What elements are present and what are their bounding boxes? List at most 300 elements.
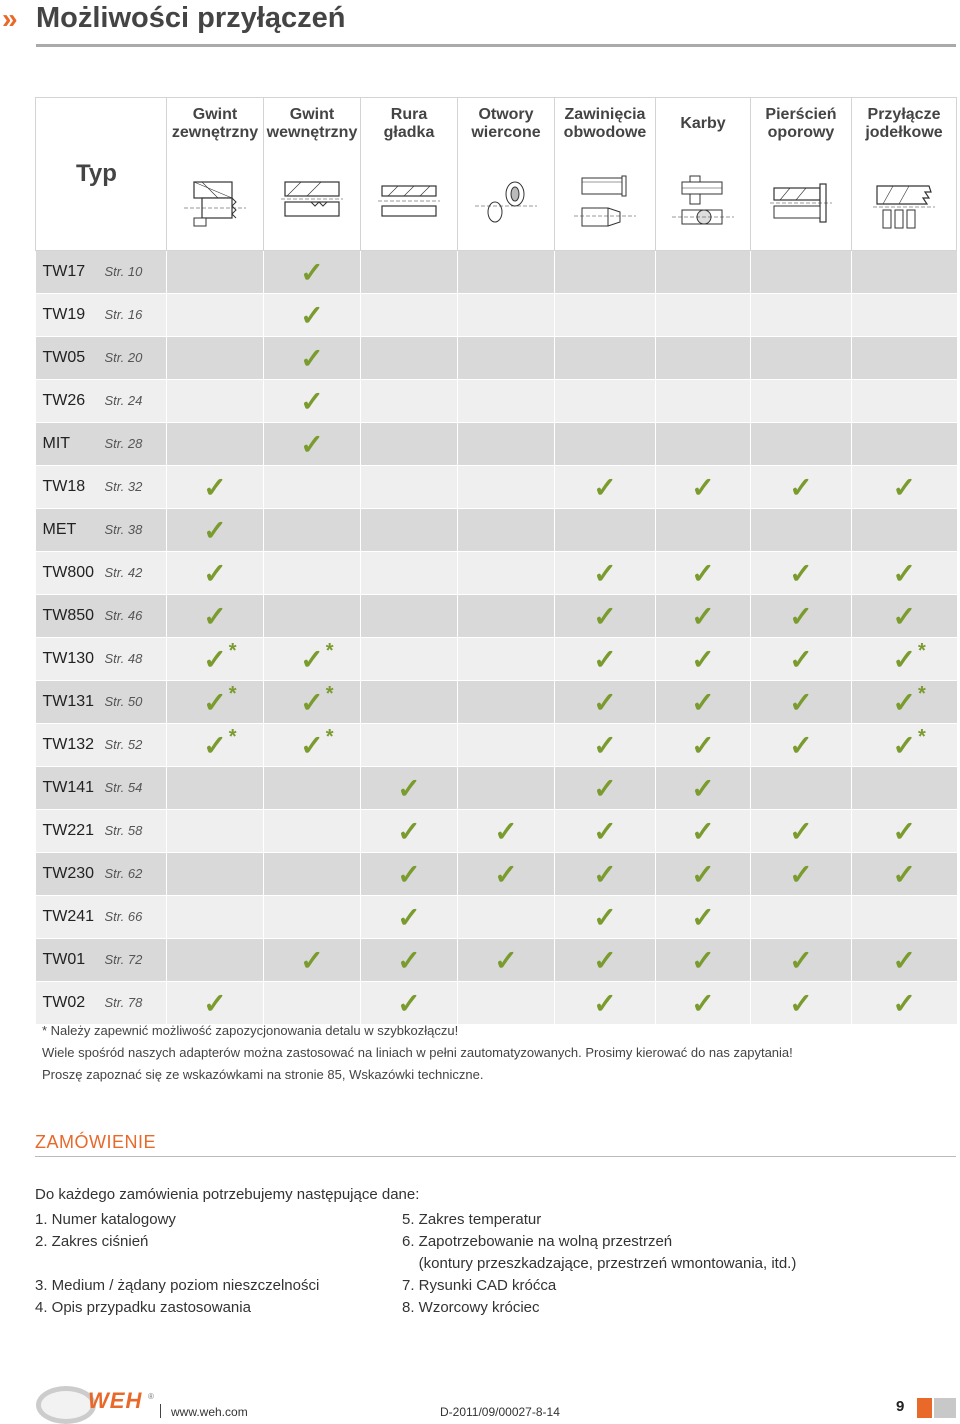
type-cell <box>36 595 167 638</box>
type-code: MET <box>42 521 77 538</box>
column-header-2 <box>264 98 361 251</box>
compat-cell <box>264 466 361 509</box>
compat-cell <box>852 466 957 509</box>
compat-cell <box>555 294 656 337</box>
order-item: (kontury przeszkadzające, przestrzeń wmontowania, itd.) <box>402 1255 797 1272</box>
check-icon: ✓ <box>789 987 813 1019</box>
note-asterisk: * Należy zapewnić możliwość zapozycjonowania detalu w szybkozłączu! <box>42 1023 459 1038</box>
type-code: TW800 <box>42 564 95 581</box>
compat-cell <box>852 982 957 1025</box>
compat-cell <box>264 939 361 982</box>
page-ref: Str. 50 <box>104 694 143 709</box>
compat-cell <box>555 724 656 767</box>
compat-cell <box>852 638 957 681</box>
header-divider <box>36 44 956 47</box>
typ-header <box>36 98 167 251</box>
footer-accent-grey <box>934 1398 956 1418</box>
page-ref: Str. 32 <box>104 479 143 494</box>
compat-cell <box>852 939 957 982</box>
type-cell <box>36 466 167 509</box>
check-icon: ✓ <box>691 901 715 933</box>
flared-end-icon <box>555 172 655 242</box>
compat-cell <box>555 767 656 810</box>
check-icon: ✓ <box>789 686 813 718</box>
table-row <box>36 896 957 939</box>
check-icon: ✓ <box>397 772 421 804</box>
order-item: 7. Rysunki CAD króćca <box>402 1277 557 1294</box>
compat-cell <box>167 337 264 380</box>
compat-cell <box>751 982 852 1025</box>
compat-cell <box>458 509 555 552</box>
collar-ring-icon <box>751 172 851 242</box>
compat-cell <box>264 380 361 423</box>
check-icon: ✓ <box>892 557 916 589</box>
page-ref: Str. 24 <box>104 393 143 408</box>
compat-cell <box>656 853 751 896</box>
compat-cell <box>555 853 656 896</box>
page-ref: Str. 10 <box>104 264 143 279</box>
asterisk-mark: * <box>325 640 334 662</box>
type-cell <box>36 337 167 380</box>
column-header-6 <box>656 98 751 251</box>
page-ref: Str. 46 <box>104 608 143 623</box>
compat-cell <box>751 337 852 380</box>
column-header-8 <box>852 98 957 251</box>
compat-cell <box>264 638 361 681</box>
check-icon: ✓ <box>593 858 617 890</box>
compat-cell <box>555 380 656 423</box>
compat-cell <box>458 595 555 638</box>
typ-label: Typ <box>76 160 117 187</box>
compat-cell <box>852 294 957 337</box>
type-cell <box>36 638 167 681</box>
compat-cell <box>361 251 458 294</box>
check-icon: ✓ <box>892 729 916 761</box>
compat-cell <box>458 853 555 896</box>
compat-cell <box>458 896 555 939</box>
compat-cell <box>656 810 751 853</box>
check-icon: ✓ <box>789 858 813 890</box>
compat-cell <box>656 337 751 380</box>
compat-cell <box>361 380 458 423</box>
page-ref: Str. 78 <box>104 995 143 1010</box>
compat-cell <box>751 552 852 595</box>
check-icon: ✓ <box>789 815 813 847</box>
compat-cell <box>656 466 751 509</box>
asterisk-mark: * <box>228 726 237 748</box>
header-arrows: » <box>2 3 12 34</box>
order-item: 8. Wzorcowy króciec <box>402 1299 540 1316</box>
compat-cell <box>852 810 957 853</box>
check-icon: ✓ <box>203 600 227 632</box>
compat-cell <box>361 810 458 853</box>
compat-cell <box>656 681 751 724</box>
type-code: TW19 <box>42 306 86 323</box>
compat-cell <box>751 767 852 810</box>
column-title-line1: Otwory <box>478 106 534 123</box>
compat-cell <box>458 681 555 724</box>
registered-mark: ® <box>148 1392 154 1401</box>
check-icon: ✓ <box>789 643 813 675</box>
compat-cell <box>361 724 458 767</box>
compat-cell <box>167 251 264 294</box>
type-code: TW131 <box>42 693 95 710</box>
compat-cell <box>458 466 555 509</box>
column-title-line2: gładka <box>383 124 435 141</box>
compat-cell <box>656 380 751 423</box>
table-row <box>36 466 957 509</box>
type-cell <box>36 294 167 337</box>
check-icon: ✓ <box>397 815 421 847</box>
compat-cell <box>555 982 656 1025</box>
compat-cell <box>852 337 957 380</box>
compat-cell <box>751 595 852 638</box>
column-title-line2: obwodowe <box>563 124 647 141</box>
table-row <box>36 380 957 423</box>
compat-cell <box>751 681 852 724</box>
compat-cell <box>458 423 555 466</box>
check-icon: ✓ <box>593 772 617 804</box>
compat-cell <box>361 767 458 810</box>
check-icon: ✓ <box>203 471 227 503</box>
page-ref: Str. 20 <box>104 350 143 365</box>
column-title <box>361 98 457 150</box>
check-icon: ✓ <box>300 342 324 374</box>
footer-url[interactable]: www.weh.com <box>171 1405 248 1419</box>
table-row <box>36 939 957 982</box>
compat-cell <box>555 681 656 724</box>
footer-accent-orange <box>917 1398 932 1418</box>
table-row <box>36 423 957 466</box>
compat-cell <box>458 939 555 982</box>
check-icon: ✓ <box>300 299 324 331</box>
order-item: 3. Medium / żądany poziom nieszczelności <box>35 1277 320 1294</box>
compat-cell <box>361 939 458 982</box>
column-title <box>656 98 750 159</box>
type-code: TW132 <box>42 736 95 753</box>
compat-cell <box>555 595 656 638</box>
type-code: TW18 <box>42 478 86 495</box>
compat-cell <box>656 423 751 466</box>
check-icon: ✓ <box>691 643 715 675</box>
check-icon: ✓ <box>397 987 421 1019</box>
order-item: 6. Zapotrzebowanie na wolną przestrzeń <box>402 1233 673 1250</box>
check-icon: ✓ <box>300 729 324 761</box>
compat-cell <box>656 939 751 982</box>
check-icon: ✓ <box>203 987 227 1019</box>
drilled-hole-icon <box>458 172 554 242</box>
footer-doc-code: D-2011/09/00027-8-14 <box>440 1405 560 1419</box>
table-row <box>36 294 957 337</box>
compat-cell <box>458 982 555 1025</box>
compat-cell <box>167 294 264 337</box>
check-icon: ✓ <box>892 944 916 976</box>
check-icon: ✓ <box>789 471 813 503</box>
check-icon: ✓ <box>892 987 916 1019</box>
page-ref: Str. 48 <box>104 651 143 666</box>
compat-cell <box>751 896 852 939</box>
compat-cell <box>361 982 458 1025</box>
compat-cell <box>264 423 361 466</box>
compat-cell <box>167 509 264 552</box>
compat-cell <box>555 251 656 294</box>
check-icon: ✓ <box>494 944 518 976</box>
compat-cell <box>555 509 656 552</box>
compat-cell <box>852 767 957 810</box>
type-cell <box>36 810 167 853</box>
compat-cell <box>167 466 264 509</box>
page-ref: Str. 62 <box>104 866 143 881</box>
table-row <box>36 509 957 552</box>
order-list-right <box>402 1209 796 1319</box>
compat-cell <box>555 810 656 853</box>
table-row <box>36 337 957 380</box>
column-title-line1: Karby <box>680 115 726 132</box>
page-ref: Str. 16 <box>104 307 143 322</box>
page-header <box>0 0 960 48</box>
column-header-5 <box>555 98 656 251</box>
column-title-line2: zewnętrzny <box>171 124 259 141</box>
check-icon: ✓ <box>691 471 715 503</box>
page-ref: Str. 58 <box>104 823 143 838</box>
table-row <box>36 853 957 896</box>
column-title-line2: wiercone <box>471 124 541 141</box>
compat-cell <box>361 294 458 337</box>
compat-cell <box>852 724 957 767</box>
compat-cell <box>361 853 458 896</box>
compat-cell <box>656 595 751 638</box>
note-reference: Proszę zapoznać się ze wskazówkami na stronie 85, Wskazówki techniczne. <box>42 1067 484 1082</box>
column-title <box>555 98 655 150</box>
compat-cell <box>852 853 957 896</box>
order-item <box>35 1253 319 1275</box>
check-icon: ✓ <box>789 729 813 761</box>
column-title-line1: Zawinięcia <box>564 106 646 123</box>
page-ref: Str. 28 <box>104 436 143 451</box>
compat-cell <box>264 251 361 294</box>
check-icon: ✓ <box>593 557 617 589</box>
compat-cell <box>555 939 656 982</box>
logo-mark <box>36 1386 96 1424</box>
compat-cell <box>361 423 458 466</box>
compat-cell <box>167 681 264 724</box>
compat-cell <box>555 638 656 681</box>
connection-table <box>35 97 957 1024</box>
page-ref: Str. 54 <box>104 780 143 795</box>
compat-cell <box>656 294 751 337</box>
compat-cell <box>656 982 751 1025</box>
check-icon: ✓ <box>691 600 715 632</box>
asterisk-mark: * <box>917 640 926 662</box>
footer-separator <box>160 1404 161 1418</box>
type-cell <box>36 681 167 724</box>
compat-cell <box>167 982 264 1025</box>
check-icon: ✓ <box>593 815 617 847</box>
compat-cell <box>751 939 852 982</box>
check-icon: ✓ <box>593 471 617 503</box>
compat-cell <box>167 853 264 896</box>
type-code: TW02 <box>42 994 86 1011</box>
column-title-line1: Gwint <box>192 106 238 123</box>
check-icon: ✓ <box>691 729 715 761</box>
check-icon: ✓ <box>691 858 715 890</box>
compat-cell <box>656 509 751 552</box>
asterisk-mark: * <box>325 726 334 748</box>
check-icon: ✓ <box>892 600 916 632</box>
check-icon: ✓ <box>593 987 617 1019</box>
compat-cell <box>264 810 361 853</box>
table-row <box>36 681 957 724</box>
type-cell <box>36 939 167 982</box>
compat-cell <box>264 294 361 337</box>
compat-cell <box>751 853 852 896</box>
compat-cell <box>458 638 555 681</box>
order-divider <box>35 1156 956 1157</box>
check-icon: ✓ <box>691 987 715 1019</box>
type-cell <box>36 251 167 294</box>
type-cell <box>36 853 167 896</box>
check-icon: ✓ <box>691 772 715 804</box>
check-icon: ✓ <box>397 901 421 933</box>
page-ref: Str. 42 <box>104 565 143 580</box>
type-cell <box>36 509 167 552</box>
column-title-line2: wewnętrzny <box>266 124 358 141</box>
check-icon: ✓ <box>494 815 518 847</box>
check-icon: ✓ <box>593 729 617 761</box>
compat-cell <box>751 509 852 552</box>
compat-cell <box>264 337 361 380</box>
compat-cell <box>167 810 264 853</box>
table-row <box>36 810 957 853</box>
column-header-4 <box>458 98 555 251</box>
check-icon: ✓ <box>789 600 813 632</box>
compat-cell <box>751 294 852 337</box>
compat-cell <box>852 595 957 638</box>
check-icon: ✓ <box>691 686 715 718</box>
column-title <box>458 98 554 150</box>
check-icon: ✓ <box>203 514 227 546</box>
compat-cell <box>361 337 458 380</box>
asterisk-mark: * <box>228 640 237 662</box>
note-automation: Wiele spośród naszych adapterów można zastosować na liniach w pełni zautomatyzowanych. Prosimy kierować do nas zapytania! <box>42 1045 793 1060</box>
compat-cell <box>555 896 656 939</box>
column-title <box>852 98 956 150</box>
compat-cell <box>852 896 957 939</box>
compat-cell <box>751 724 852 767</box>
page-ref: Str. 66 <box>104 909 143 924</box>
asterisk-mark: * <box>917 683 926 705</box>
check-icon: ✓ <box>789 557 813 589</box>
compat-cell <box>656 896 751 939</box>
compat-cell <box>167 767 264 810</box>
compat-cell <box>264 552 361 595</box>
column-title-line1: Rura <box>390 106 428 123</box>
table-row <box>36 552 957 595</box>
compat-cell <box>555 423 656 466</box>
page-ref: Str. 52 <box>104 737 143 752</box>
type-cell <box>36 552 167 595</box>
compat-cell <box>852 380 957 423</box>
type-code: TW05 <box>42 349 86 366</box>
column-header-3 <box>361 98 458 251</box>
type-cell <box>36 767 167 810</box>
check-icon: ✓ <box>593 643 617 675</box>
check-icon: ✓ <box>691 944 715 976</box>
compat-cell <box>458 337 555 380</box>
column-header-1 <box>167 98 264 251</box>
type-cell <box>36 380 167 423</box>
compat-cell <box>264 982 361 1025</box>
compat-cell <box>656 251 751 294</box>
check-icon: ✓ <box>593 600 617 632</box>
asterisk-mark: * <box>228 683 237 705</box>
compat-cell <box>852 681 957 724</box>
column-title <box>751 98 851 150</box>
check-icon: ✓ <box>892 686 916 718</box>
type-code: TW01 <box>42 951 86 968</box>
type-code: TW130 <box>42 650 95 667</box>
type-code: TW850 <box>42 607 95 624</box>
compat-cell <box>458 380 555 423</box>
compat-cell <box>361 681 458 724</box>
check-icon: ✓ <box>494 858 518 890</box>
compat-cell <box>555 552 656 595</box>
compat-cell <box>751 380 852 423</box>
column-title-line2: oporowy <box>767 124 835 141</box>
compat-cell <box>264 509 361 552</box>
compat-cell <box>656 767 751 810</box>
compat-cell <box>458 767 555 810</box>
compat-cell <box>361 509 458 552</box>
table-row <box>36 767 957 810</box>
compat-cell <box>852 251 957 294</box>
compat-cell <box>167 595 264 638</box>
compat-cell <box>167 380 264 423</box>
compat-cell <box>555 337 656 380</box>
asterisk-mark: * <box>325 683 334 705</box>
check-icon: ✓ <box>300 643 324 675</box>
type-code: TW230 <box>42 865 95 882</box>
compat-cell <box>167 423 264 466</box>
compat-cell <box>167 939 264 982</box>
check-icon: ✓ <box>203 729 227 761</box>
check-icon: ✓ <box>300 428 324 460</box>
check-icon: ✓ <box>300 385 324 417</box>
table-row <box>36 724 957 767</box>
compat-cell <box>264 595 361 638</box>
check-icon: ✓ <box>892 815 916 847</box>
compat-cell <box>167 638 264 681</box>
type-cell <box>36 724 167 767</box>
check-icon: ✓ <box>300 944 324 976</box>
page-title: Możliwości przyłączeń <box>36 2 346 34</box>
column-title-line1: Gwint <box>289 106 335 123</box>
compat-cell <box>361 896 458 939</box>
compat-cell <box>167 896 264 939</box>
check-icon: ✓ <box>203 557 227 589</box>
compat-cell <box>361 552 458 595</box>
compat-cell <box>751 423 852 466</box>
compat-cell <box>458 251 555 294</box>
table-row <box>36 251 957 294</box>
column-header-7 <box>751 98 852 251</box>
check-icon: ✓ <box>397 944 421 976</box>
check-icon: ✓ <box>593 944 617 976</box>
column-title-line1: Pierścień <box>765 106 837 123</box>
order-list-left <box>35 1209 319 1319</box>
check-icon: ✓ <box>789 944 813 976</box>
logo: WEH <box>88 1388 143 1413</box>
